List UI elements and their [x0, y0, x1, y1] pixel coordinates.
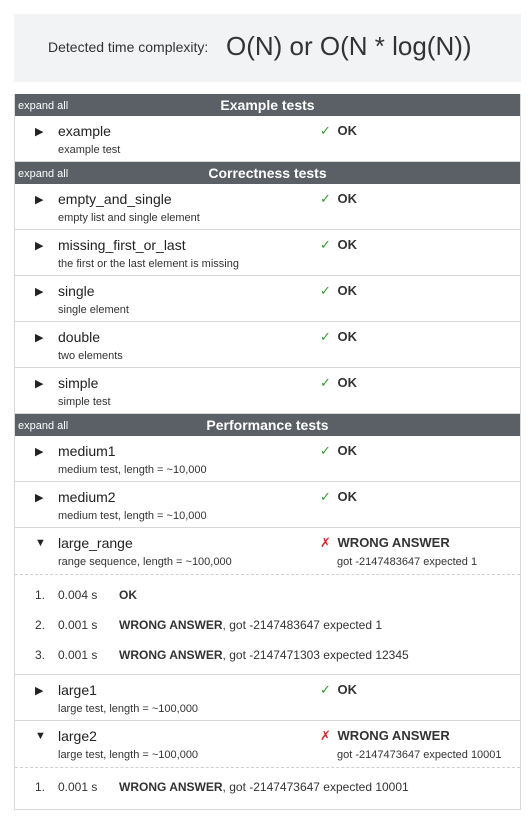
test-desc: empty list and single element: [58, 212, 200, 224]
collapsed-arrow-icon[interactable]: ▶: [35, 378, 44, 390]
test-desc: range sequence, length = ~100,000: [58, 556, 232, 568]
test-name: example: [58, 123, 111, 139]
test-row-large1[interactable]: [15, 675, 520, 721]
run-row: [15, 646, 520, 676]
expanded-arrow-icon[interactable]: ▼: [35, 730, 46, 742]
test-row-medium1[interactable]: [15, 436, 520, 482]
status-ok: [320, 682, 357, 698]
test-name: large_range: [58, 535, 133, 551]
run-result: WRONG ANSWER, got -2147473647 expected 10001: [119, 780, 409, 794]
test-row-simple[interactable]: [15, 368, 520, 414]
test-name: single: [58, 283, 95, 299]
test-name: empty_and_single: [58, 191, 172, 207]
status-ok: [320, 443, 357, 459]
group-header-correctness: [15, 162, 520, 184]
run-index: 2.: [35, 618, 46, 632]
collapsed-arrow-icon[interactable]: ▶: [35, 332, 44, 344]
check-icon: ✓: [320, 375, 331, 390]
collapsed-arrow-icon[interactable]: ▶: [35, 126, 44, 138]
test-name: medium1: [58, 443, 116, 459]
run-time: 0.001 s: [58, 618, 98, 632]
collapsed-arrow-icon[interactable]: ▶: [35, 685, 44, 697]
run-time: 0.004 s: [58, 588, 98, 602]
run-row: [15, 616, 520, 646]
test-row-large2[interactable]: [15, 721, 520, 767]
group-title-example: Example tests: [220, 97, 315, 113]
status-detail: got -2147483647 expected 1: [337, 556, 478, 568]
group-title-correctness: Correctness tests: [208, 165, 327, 181]
expanded-arrow-icon[interactable]: ▼: [35, 537, 46, 549]
test-desc: two elements: [58, 350, 123, 362]
run-details-large-range: [15, 574, 520, 675]
test-row-empty-and-single[interactable]: [15, 184, 520, 230]
complexity-panel: [14, 14, 521, 82]
status-text: OK: [337, 682, 358, 697]
test-desc: medium test, length = ~10,000: [58, 464, 207, 476]
status-text: OK: [337, 283, 358, 298]
status-detail: got -2147473647 expected 10001: [337, 749, 502, 761]
run-index: 1.: [35, 780, 46, 794]
check-icon: ✓: [320, 489, 331, 504]
check-icon: ✓: [320, 443, 331, 458]
run-result: WRONG ANSWER, got -2147471303 expected 12345: [119, 648, 409, 662]
check-icon: ✓: [320, 283, 331, 298]
run-details-large2: [15, 767, 520, 810]
test-name: large2: [58, 728, 97, 744]
collapsed-arrow-icon[interactable]: ▶: [35, 286, 44, 298]
status-wrong: [320, 728, 450, 744]
run-row: [15, 778, 520, 808]
check-icon: ✓: [320, 682, 331, 697]
status-ok: [320, 191, 357, 207]
status-ok: [320, 283, 357, 299]
cross-icon: ✗: [320, 728, 331, 743]
test-name: medium2: [58, 489, 116, 505]
collapsed-arrow-icon[interactable]: ▶: [35, 446, 44, 458]
check-icon: ✓: [320, 329, 331, 344]
status-wrong: [320, 535, 450, 551]
group-header-example: [15, 94, 520, 116]
status-text: WRONG ANSWER: [337, 728, 450, 743]
complexity-label: Detected time complexity:: [48, 39, 209, 55]
run-time: 0.001 s: [58, 780, 98, 794]
run-row: [15, 586, 520, 616]
status-text: WRONG ANSWER: [337, 535, 450, 550]
status-text: OK: [337, 489, 358, 504]
run-index: 1.: [35, 588, 46, 602]
status-text: OK: [337, 123, 358, 138]
group-title-performance: Performance tests: [206, 417, 329, 433]
status-ok: [320, 329, 357, 345]
check-icon: ✓: [320, 237, 331, 252]
test-desc: example test: [58, 144, 121, 156]
test-name: missing_first_or_last: [58, 237, 186, 253]
status-text: OK: [337, 443, 358, 458]
expand-all-correctness[interactable]: expand all: [18, 168, 69, 180]
test-desc: simple test: [58, 396, 111, 408]
test-row-missing-first-or-last[interactable]: [15, 230, 520, 276]
collapsed-arrow-icon[interactable]: ▶: [35, 194, 44, 206]
test-desc: medium test, length = ~10,000: [58, 510, 207, 522]
test-desc: single element: [58, 304, 129, 316]
test-desc: large test, length = ~100,000: [58, 749, 199, 761]
collapsed-arrow-icon[interactable]: ▶: [35, 240, 44, 252]
check-icon: ✓: [320, 191, 331, 206]
check-icon: ✓: [320, 123, 331, 138]
run-result: OK: [119, 588, 137, 602]
status-ok: [320, 489, 357, 505]
test-name: simple: [58, 375, 99, 391]
expand-all-performance[interactable]: expand all: [18, 420, 69, 432]
expand-all-example[interactable]: expand all: [18, 100, 69, 112]
test-row-single[interactable]: [15, 276, 520, 322]
test-desc: the first or the last element is missing: [58, 258, 239, 270]
test-name: double: [58, 329, 101, 345]
run-result: WRONG ANSWER, got -2147483647 expected 1: [119, 618, 383, 632]
status-text: OK: [337, 329, 358, 344]
test-row-medium2[interactable]: [15, 482, 520, 528]
test-name: large1: [58, 682, 97, 698]
test-row-large-range[interactable]: [15, 528, 520, 574]
run-index: 3.: [35, 648, 46, 662]
complexity-value: O(N) or O(N * log(N)): [226, 31, 472, 61]
test-row-double[interactable]: [15, 322, 520, 368]
test-results: [14, 94, 521, 810]
collapsed-arrow-icon[interactable]: ▶: [35, 492, 44, 504]
status-ok: [320, 237, 357, 253]
status-text: OK: [337, 191, 358, 206]
test-row-example[interactable]: [15, 116, 520, 162]
status-text: OK: [337, 237, 358, 252]
status-ok: [320, 375, 357, 391]
status-ok: [320, 123, 357, 139]
cross-icon: ✗: [320, 535, 331, 550]
status-text: OK: [337, 375, 358, 390]
run-time: 0.001 s: [58, 648, 98, 662]
group-header-performance: [15, 414, 520, 436]
test-desc: large test, length = ~100,000: [58, 703, 199, 715]
